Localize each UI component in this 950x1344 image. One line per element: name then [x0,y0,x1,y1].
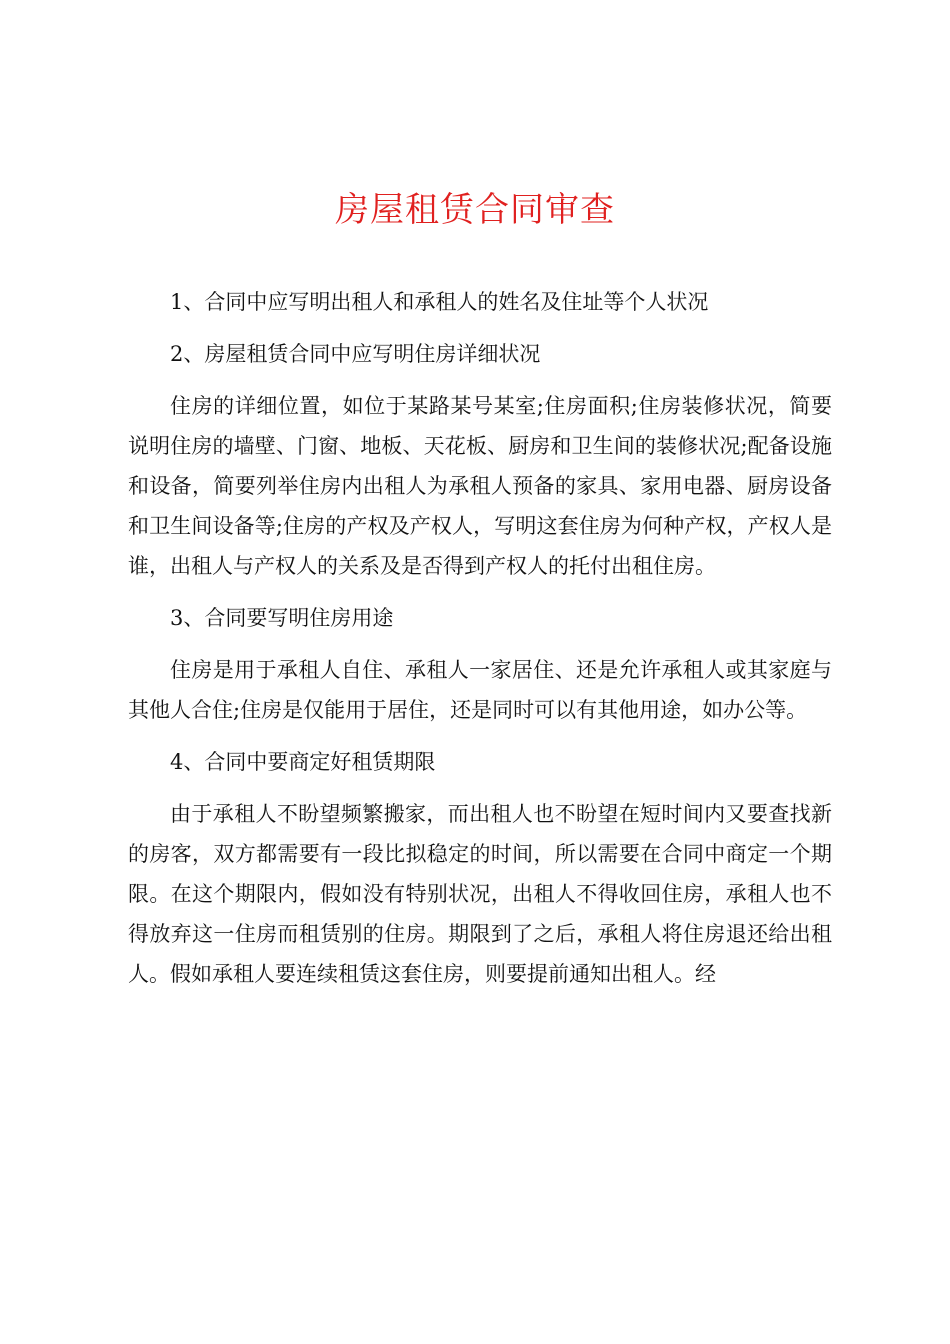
paragraph-housing-details: 住房的详细位置，如位于某路某号某室;住房面积;住房装修状况，简要说明住房的墙壁、门窗、地板、天花板、厨房和卫生间的装修状况;配备设施和设备，简要列举住房内出租人为承租人预备的家具、家用电器、厨房设备和卫生间设备等;住房的产权及产权人，写明这套住房为何种产权，产权人是谁，出租人与产权人的关系及是否得到产权人的托付出租住房。 [128,394,832,578]
paragraph-lease-term: 由于承租人不盼望频繁搬家，而出租人也不盼望在短时间内又要查找新的房客，双方都需要有一段比拟稳定的时间，所以需要在合同中商定一个期限。在这个期限内，假如没有特别状况，出租人不得收回住房，承租人也不得放弃这一住房而租赁别的住房。期限到了之后，承租人将住房退还给出租人。假如承租人要连续租赁这套住房，则要提前通知出租人。经 [128,802,832,986]
section-heading-3: 3、合同要写明住房用途 [170,606,394,630]
section-heading-2: 2、房屋租赁合同中应写明住房详细状况 [170,342,541,366]
paragraph-housing-use: 住房是用于承租人自住、承租人一家居住、还是允许承租人或其家庭与其他人合住;住房是仅能用于居住，还是同时可以有其他用途，如办公等。 [128,658,832,722]
section-heading-1: 1、合同中应写明出租人和承租人的姓名及住址等个人状况 [170,290,709,314]
document-title: 房屋租赁合同审查 [335,190,615,230]
document-body [128,282,832,1006]
section-heading-4: 4、合同中要商定好租赁期限 [170,750,436,774]
